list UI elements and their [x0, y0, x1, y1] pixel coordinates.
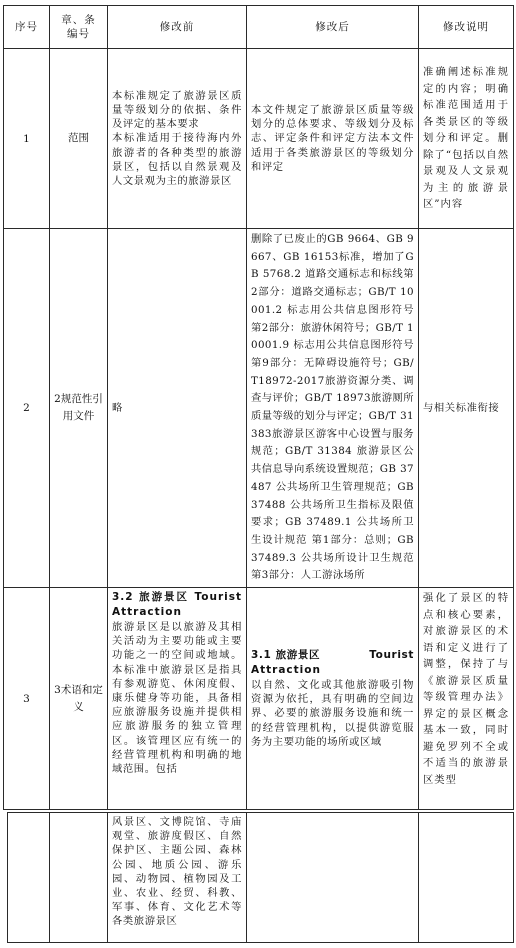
- after-text: 本文件规定了旅游景区质量等级划分的总体要求、等级划分及标志、评定条件和评定方法本文件适用于各类旅游景区的等级划分和评定: [247, 49, 419, 229]
- after-text: 删除了已废止的GB 9664、GB 9667、GB 16153标准，增加了GB 5768.2 道路交通标志和标线第2部分：道路交通标志；GB/T 10001.2 标志用公共信息图形符号第2部分：旅游休闲符号；GB/T 10001.9 标志用公共信息图形符号第9部分：无障碍设施符号；GB/T18972-2017旅游资源分类、调查与评价；GB/T 18973旅游厕所质量等级的划分与评定；GB/T 31383旅游景区游客中心设置与服务规范；GB/T 31384 旅游景区公共信息导向系统设置规范；GB 37487 公共场所卫生管理规范；GB 37488 公共场所卫生指标及限值要求；GB 37489.1 公共场所卫生设计规范 第1部分：总则；GB 37489.3 公共场所设计卫生规范 第3部分：人工游泳场所: [247, 229, 419, 588]
- table-row: [4, 49, 514, 229]
- header-row: [4, 6, 514, 49]
- term-definition: 旅游景区是以旅游及其相关活动为主要功能或主要功能之一的空间或地域。本标准中旅游景区是指具有参观游览、休闲度假、康乐健身等功能，具备相应旅游服务设施并提供相应旅游服务的独立管理区。该管理区应有统一的经营管理机构和明确的地域范围。包括: [112, 621, 242, 776]
- before-text: 略: [108, 229, 247, 588]
- continuation-table: [7, 812, 514, 943]
- empty-cell: [247, 813, 419, 943]
- table-row: [4, 588, 514, 810]
- before-text: [108, 588, 247, 810]
- before-paragraph: 本标准规定了旅游景区质量等级划分的依据、条件及评定的基本要求: [112, 89, 242, 131]
- term-definition: 以自然、文化或其他旅游吸引物资源为依托，具有明确的空间边界、必要的旅游服务设施和统一的经营管理机构，以提供游览服务为主要功能的场所或区域: [251, 679, 414, 748]
- explanation-text: 准确阐述标准规定的内容；明确标准范围适用于各类景区的等级划分和评定。删除了“包括以自然景观及人文景观为主的旅游景区”内容: [419, 49, 514, 229]
- term-heading-en: Tourist: [369, 649, 414, 662]
- row-number: 1: [4, 49, 50, 229]
- after-text: [247, 588, 419, 810]
- explanation-text: 与相关标准衔接: [419, 229, 514, 588]
- header-section: [50, 6, 108, 49]
- table-row: [8, 813, 514, 943]
- explanation-text: 强化了景区的特点和核心要素，对旅游景区的术语和定义进行了调整，保持了与《旅游景区质量等级管理办法》界定的景区概念基本一致，同时避免罗列不全或不适当的旅游景区类型: [419, 588, 514, 810]
- term-heading-cn: 3.1 旅游景区: [251, 649, 321, 662]
- section-name: 范围: [50, 49, 108, 229]
- term-heading-en-line2: Attraction: [251, 664, 321, 677]
- revision-table: [3, 5, 514, 810]
- empty-cell: [8, 813, 50, 943]
- before-text: [108, 49, 247, 229]
- term-heading: [251, 648, 414, 663]
- header-no: 序号: [4, 6, 50, 49]
- table-row: [4, 229, 514, 588]
- empty-cell: [419, 813, 514, 943]
- before-text-continued: 风景区、文博院馆、寺庙观堂、旅游度假区、自然保护区、主题公园、森林公园、地质公园、游乐园、动物园、植物园及工业、农业、经贸、科教、军事、体育、文化艺术等各类旅游景区: [108, 813, 247, 943]
- term-heading: 3.2 旅游景区 Tourist Attraction: [112, 591, 242, 619]
- section-name: 3术语和定义: [50, 588, 108, 810]
- row-number: 3: [4, 588, 50, 810]
- header-after: 修改后: [247, 6, 419, 49]
- header-explanation: 修改说明: [419, 6, 514, 49]
- row-number: 2: [4, 229, 50, 588]
- header-before: 修改前: [108, 6, 247, 49]
- header-section-text: 章、条 编号: [61, 14, 96, 40]
- before-paragraph: 本标准适用于接待海内外旅游者的各种类型的旅游景区，包括以自然景观及人文景观为主的旅游景区: [112, 132, 242, 187]
- empty-cell: [50, 813, 108, 943]
- section-name: 2规范性引用文件: [50, 229, 108, 588]
